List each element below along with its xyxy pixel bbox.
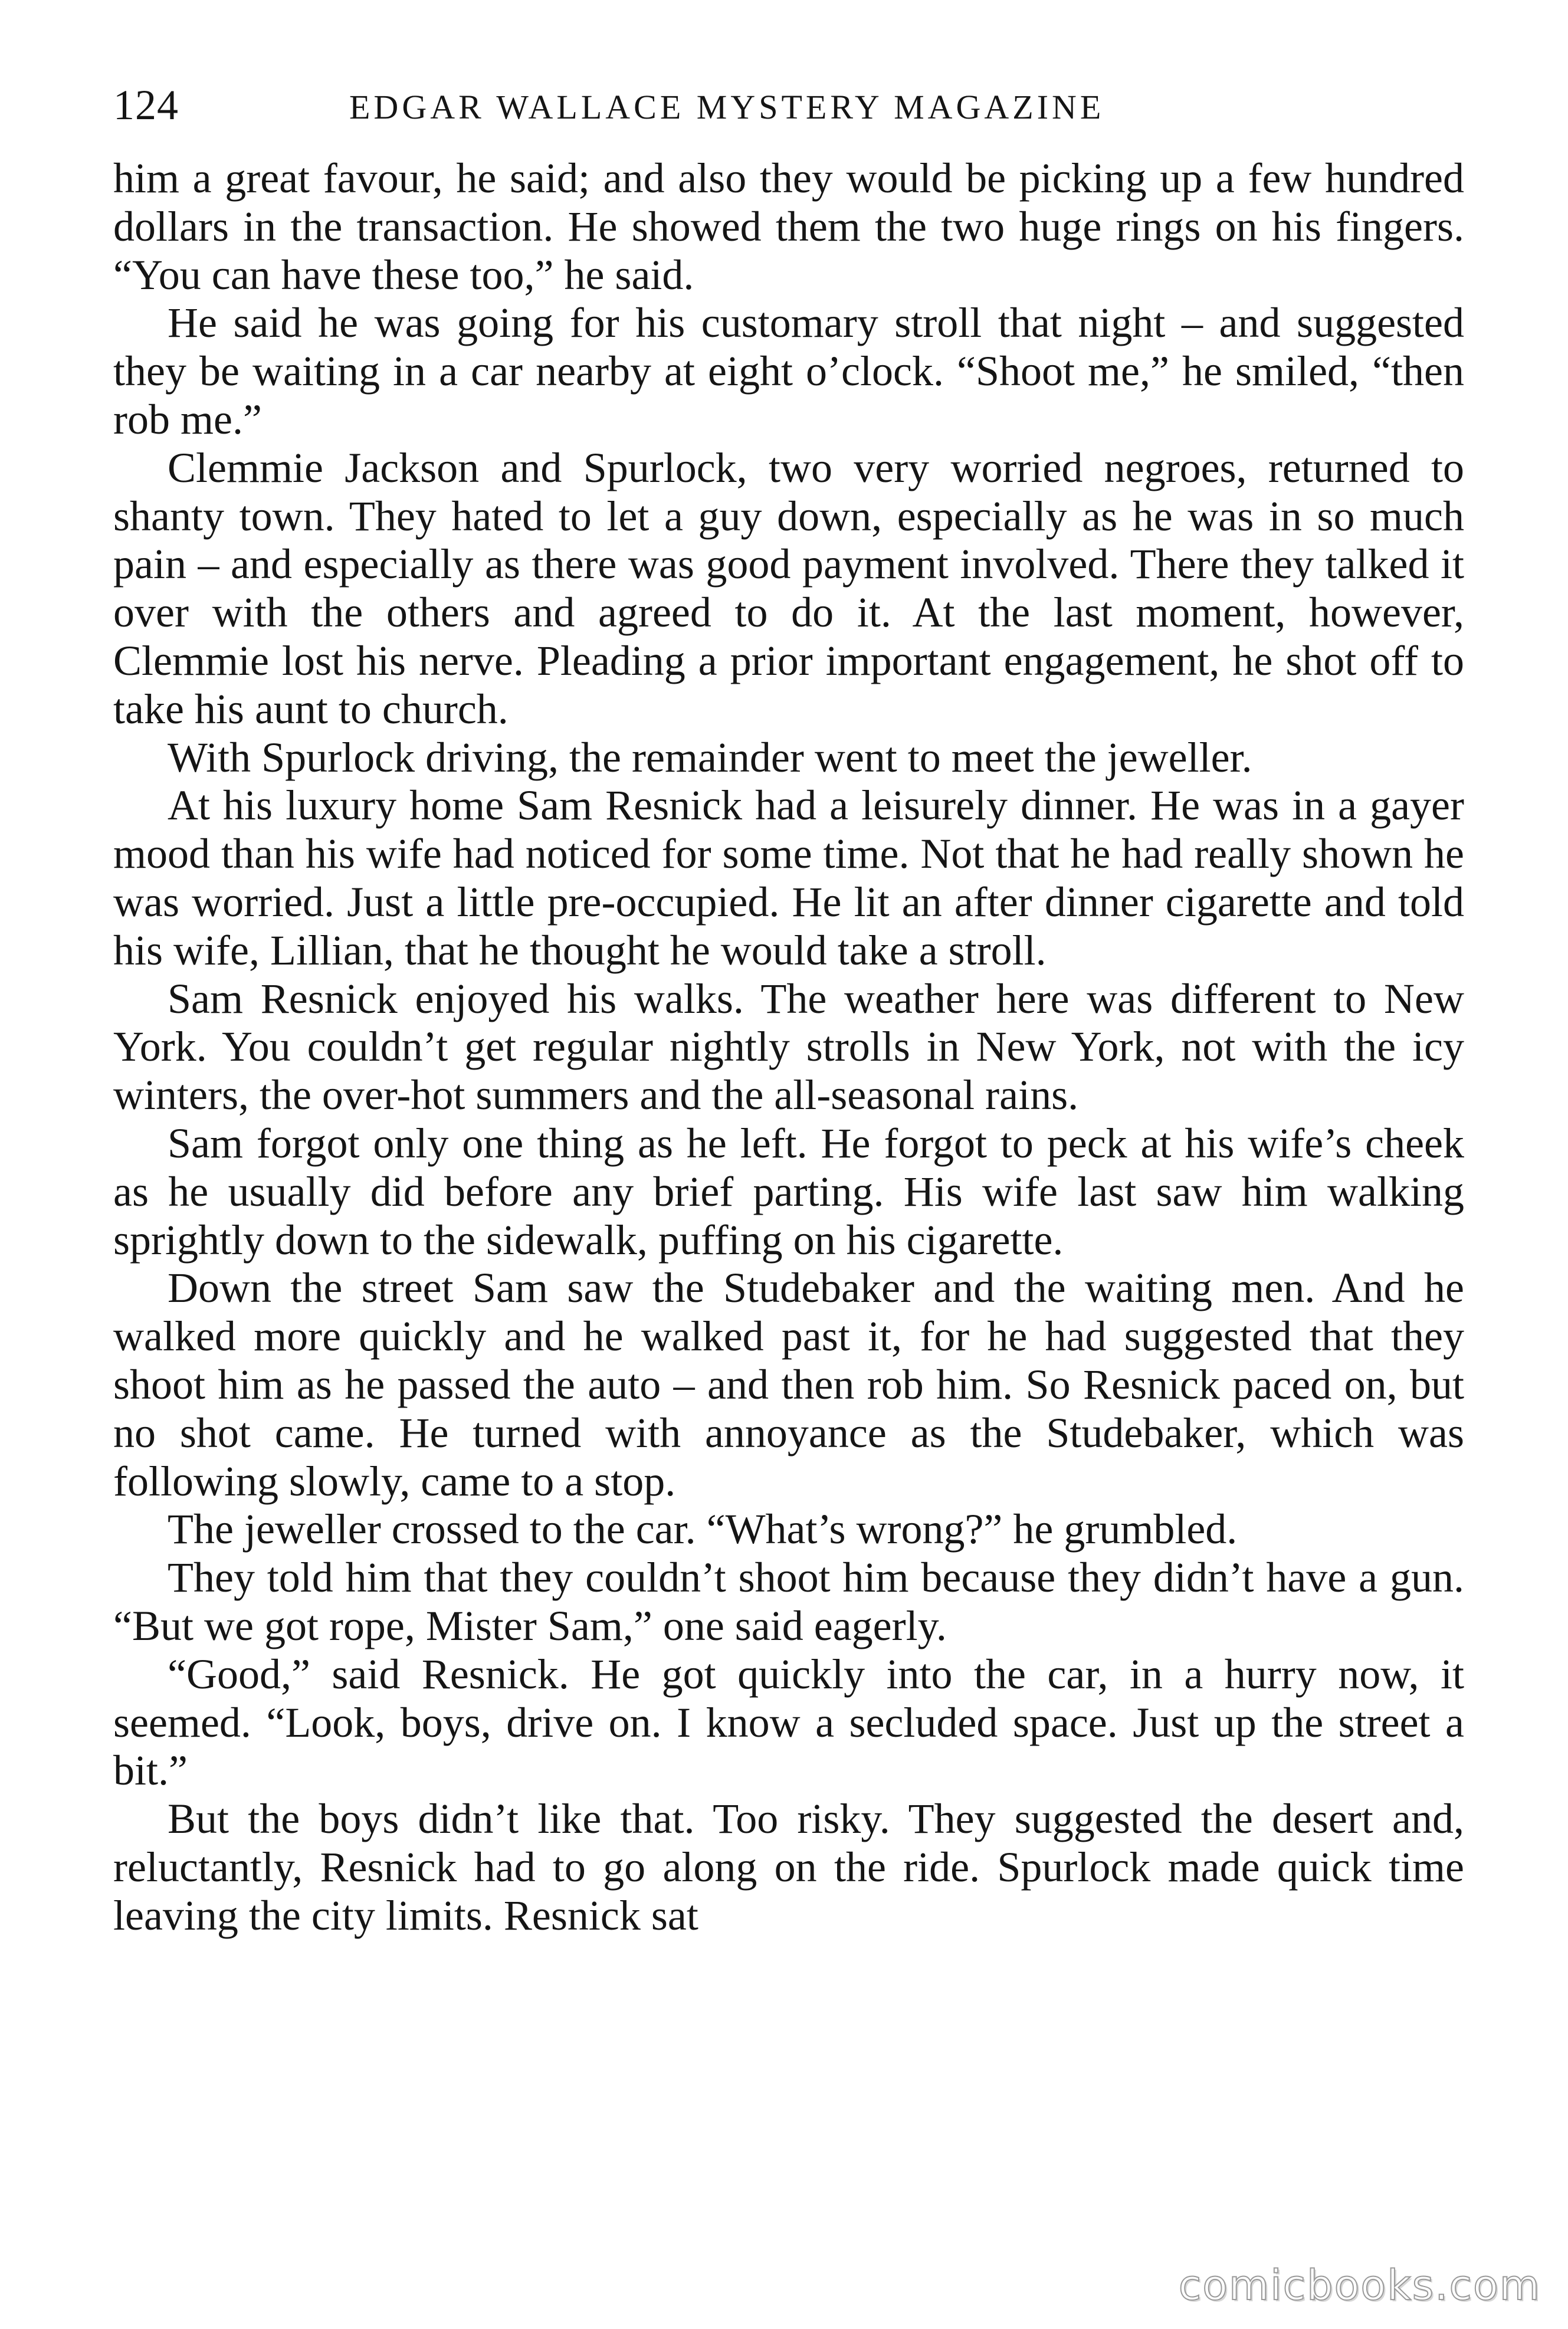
paragraph: They told him that they couldn’t shoot him because they didn’t have a gun. “But we got rope, Mister Sam,” one said eagerly. [113, 1554, 1464, 1649]
paragraph: Sam forgot only one thing as he left. He forgot to peck at his wife’s cheek as he usually did before any brief parting. His wife last saw him walking sprightly down to the sidewalk, puffing on his cigarette. [113, 1119, 1464, 1264]
paragraph: Down the street Sam saw the Studebaker and the waiting men. And he walked more quickly and he walked past it, for he had suggested that they shoot him as he passed the auto – and then rob him. So Resnick paced on, but no shot came. He turned with annoyance as the Studebaker, which was following slowly, came to a stop. [113, 1264, 1464, 1505]
paragraph: The jeweller crossed to the car. “What’s wrong?” he grumbled. [168, 1505, 1238, 1553]
paragraph: At his luxury home Sam Resnick had a leisurely dinner. He was in a gayer mood than his wife had noticed for some time. Not that he had really shown he was worried. Just a little pre-occupied. He lit an after dinner cigarette and told his wife, Lillian, that he thought he would take a stroll. [113, 782, 1464, 974]
paragraph: But the boys didn’t like that. Too risky. They suggested the desert and, reluctantly, Resnick had to go along on the ride. Spurlock made quick time leaving the city limits. Resnick sat [113, 1795, 1464, 1939]
paragraph-continued: him a great favour, he said; and also they would be picking up a few hundred dollars in the transaction. He showed them the two huge rings on his fingers. “You can have these too,” he said. [113, 155, 1464, 298]
page-number: 124 [113, 81, 179, 129]
page-header [113, 76, 1470, 140]
paragraph: “Good,” said Resnick. He got quickly into the car, in a hurry now, it seemed. “Look, boys, drive on. I know a secluded space. Just up the street a bit.” [113, 1650, 1464, 1795]
paragraph: With Spurlock driving, the remainder went to meet the jeweller. [168, 733, 1252, 781]
paragraph: Clemmie Jackson and Spurlock, two very worried negroes, returned to shanty town. They hated to let a guy down, especially as he was in so much pain – and especially as there was good payment involved. There they talked it over with the others and agreed to do it. At the last moment, however, Clemmie lost his nerve. Pleading a prior important engagement, he shot off to take his aunt to church. [113, 444, 1464, 733]
paragraph: Sam Resnick enjoyed his walks. The weather here was different to New York. You couldn’t get regular nightly strolls in New York, not with the icy winters, the over-hot summers and the all-seasonal rains. [113, 975, 1464, 1119]
running-title: EDGAR WALLACE MYSTERY MAGAZINE [349, 88, 1105, 126]
site-watermark: comicbooks.com [1178, 2261, 1541, 2310]
body-text [113, 155, 1464, 1940]
paragraph: He said he was going for his customary stroll that night – and suggested they be waiting in a car nearby at eight o’clock. “Shoot me,” he smiled, “then rob me.” [113, 299, 1464, 443]
